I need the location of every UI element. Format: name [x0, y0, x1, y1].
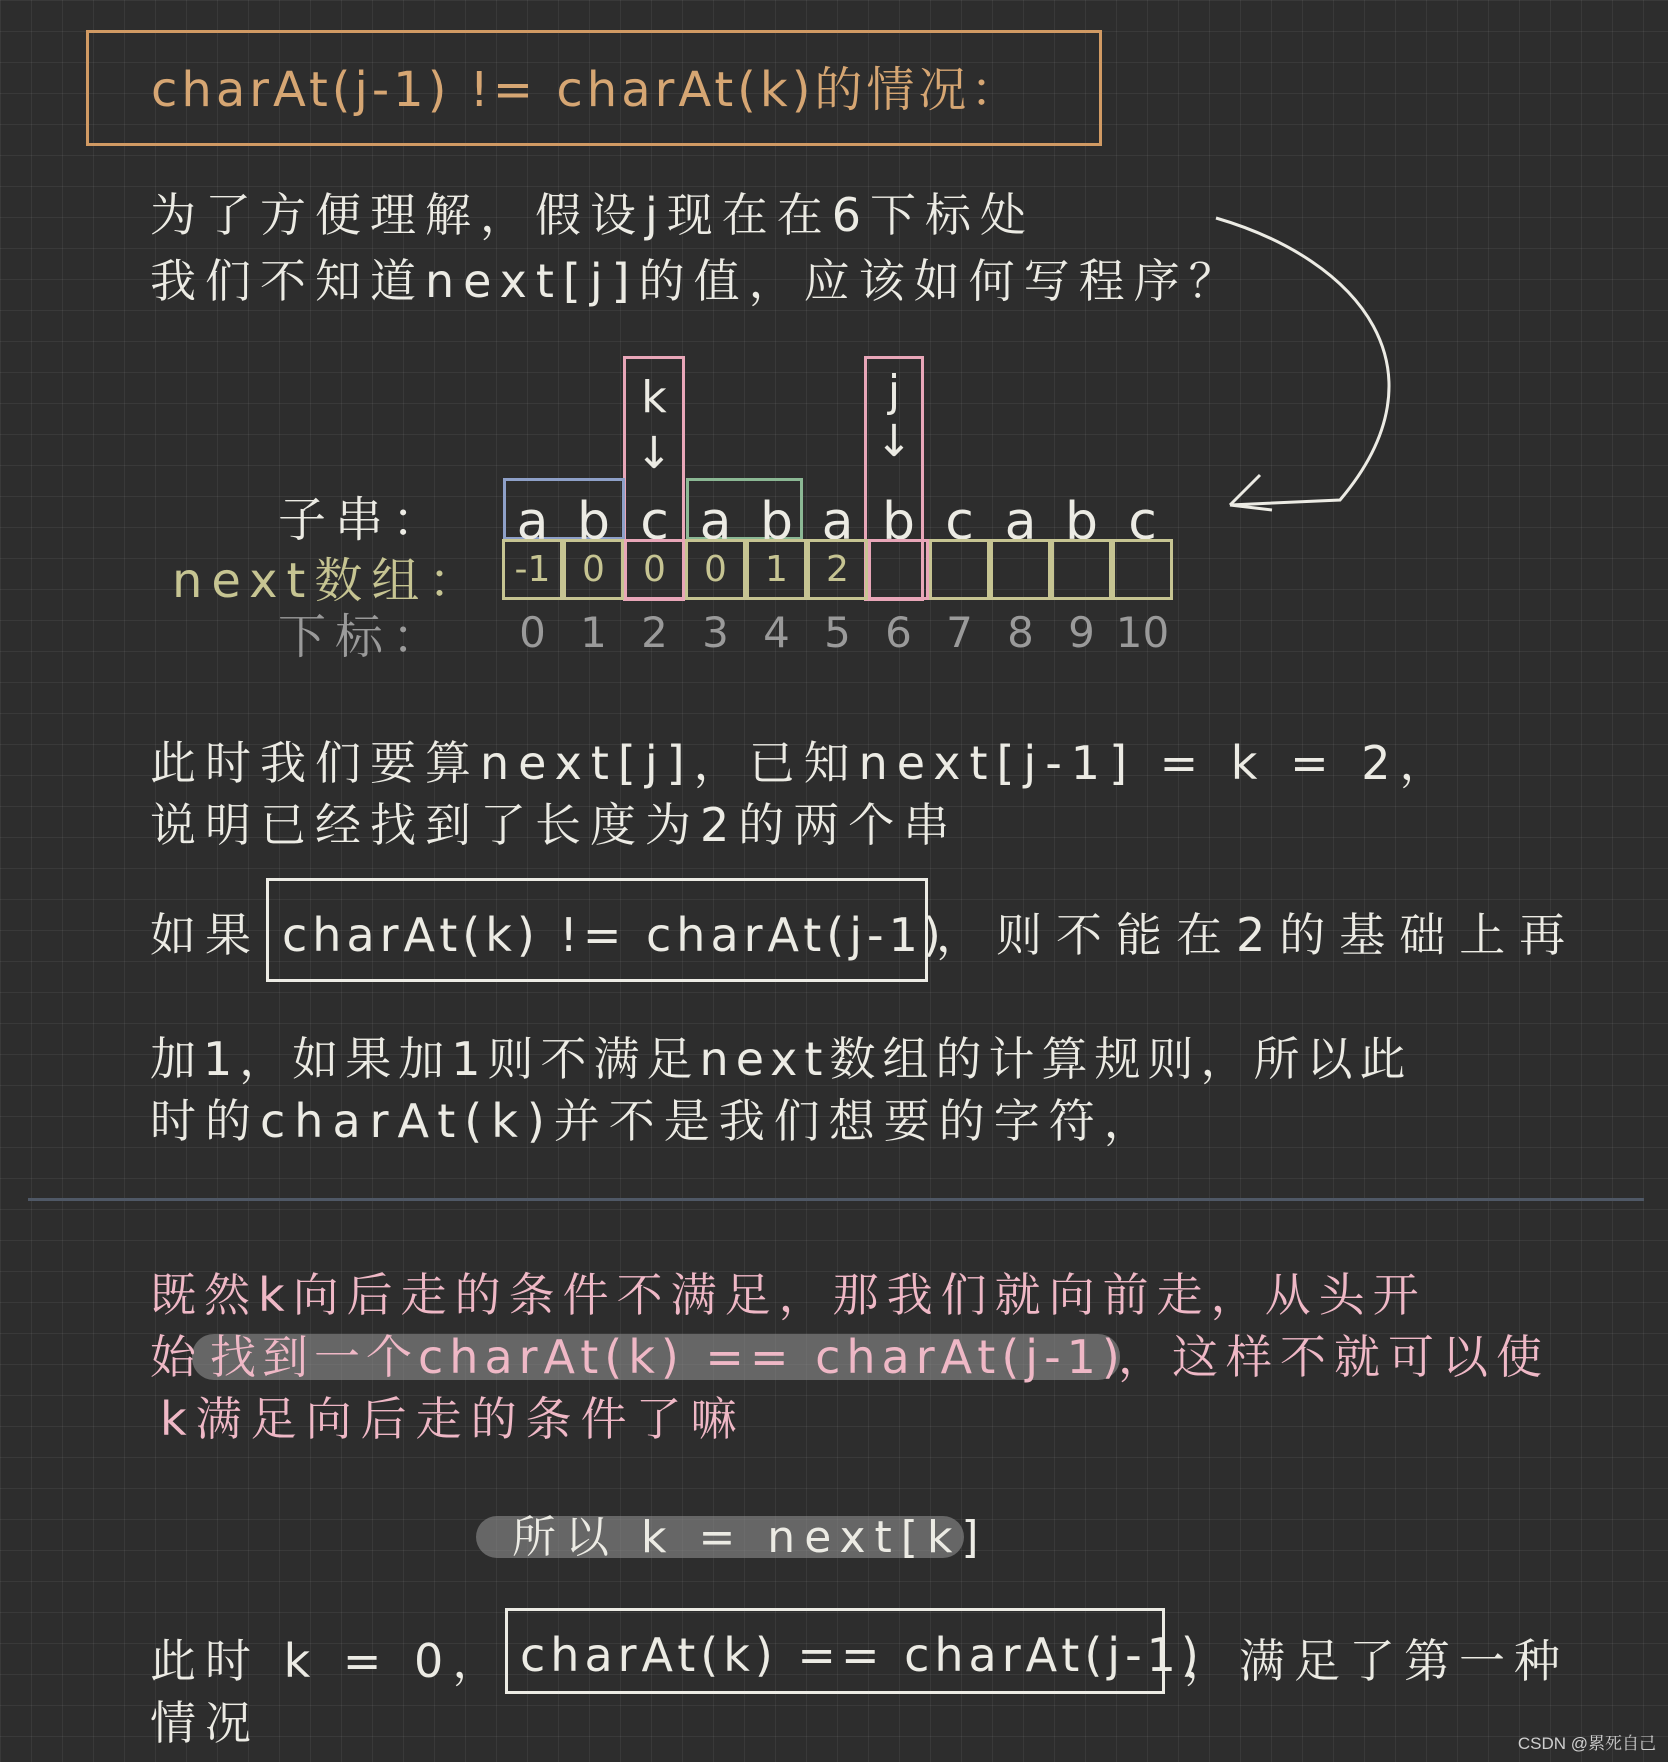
substring-label: 子串： [278, 492, 450, 548]
next-array-cell: 2 [807, 539, 868, 600]
next-array-cell [929, 539, 990, 600]
substring-char: c [640, 492, 669, 552]
index-number: 3 [702, 608, 729, 657]
page-title: charAt(j-1) != charAt(k)的情况： [151, 62, 1023, 118]
pink-line-2-highlight: 找到一个charAt(k) == charAt(j-1) [210, 1330, 1126, 1384]
para1-line-1: 此时我们要算next[j]，已知next[j-1] = k = 2， [150, 736, 1455, 790]
index-number: 10 [1115, 608, 1170, 657]
next-array-cell: 0 [563, 539, 624, 600]
index-number: 8 [1007, 608, 1034, 657]
substring-char: c [1128, 492, 1157, 552]
k-arrow-icon: ↓ [635, 428, 673, 479]
next-array-cell: -1 [502, 539, 563, 600]
para3-line-2: 时的charAt(k)并不是我们想要的字符， [150, 1094, 1159, 1148]
substring-char: a [1004, 492, 1037, 552]
next-array-cell: 0 [685, 539, 746, 600]
substring-char: b [1064, 492, 1098, 552]
index-label: 下标： [278, 609, 450, 665]
para2-prefix: 如果 [150, 908, 260, 962]
index-number: 1 [580, 608, 607, 657]
substring-char: a [699, 492, 732, 552]
next-array-cell: 0 [624, 539, 685, 600]
j-arrow-icon: ↓ [875, 416, 913, 467]
final-condition-text: charAt(k) == charAt(j-1) [520, 1628, 1204, 1682]
index-number: 9 [1068, 608, 1095, 657]
substring-char: a [516, 492, 549, 552]
index-number: 2 [641, 608, 668, 657]
next-array-label: next数组： [172, 553, 486, 609]
condition-text: charAt(k) != charAt(j-1) [282, 908, 946, 962]
divider [28, 1198, 1644, 1201]
substring-char: b [759, 492, 793, 552]
index-number: 0 [519, 608, 546, 657]
next-array-cell [868, 539, 929, 600]
para3-line-1: 加1，如果加1则不满足next数组的计算规则，所以此 [150, 1032, 1413, 1086]
index-number: 4 [763, 608, 790, 657]
final-suffix: ，满足了第一种 [1184, 1634, 1569, 1688]
curved-arrow-icon [1200, 200, 1400, 530]
substring-char: b [881, 492, 915, 552]
substring-char: c [945, 492, 974, 552]
title-box [86, 30, 1102, 146]
formula: 所以 k = next[k] [512, 1512, 988, 1563]
k-pointer-label: k [641, 372, 667, 423]
pink-line-2-suffix: ，这样不就可以使 [1118, 1330, 1550, 1384]
final-prefix: 此时 k = 0， [150, 1634, 508, 1688]
index-number: 5 [824, 608, 851, 657]
substring-char: b [576, 492, 610, 552]
final-line-2: 情况 [150, 1696, 260, 1750]
j-pointer-label: j [887, 366, 901, 417]
next-array-cell [1112, 539, 1173, 600]
next-array-cell: 1 [746, 539, 807, 600]
intro-line-1: 为了方便理解，假设j现在在6下标处 [150, 188, 1036, 242]
next-array-cell [1051, 539, 1112, 600]
index-number: 7 [946, 608, 973, 657]
pink-line-3: k满足向后走的条件了嘛 [160, 1392, 746, 1446]
para2-suffix: ，则不能在2的基础上再 [936, 908, 1580, 962]
substring-char: a [821, 492, 854, 552]
next-array-cell [990, 539, 1051, 600]
watermark: CSDN @累死自己 [1517, 1734, 1656, 1753]
pink-line-1: 既然k向后走的条件不满足，那我们就向前走，从头开 [150, 1268, 1427, 1322]
para1-line-2: 说明已经找到了长度为2的两个串 [150, 798, 959, 852]
intro-line-2: 我们不知道next[j]的值，应该如何写程序？ [150, 254, 1244, 308]
index-number: 6 [885, 608, 912, 657]
pink-line-2-prefix: 始 [150, 1330, 205, 1384]
